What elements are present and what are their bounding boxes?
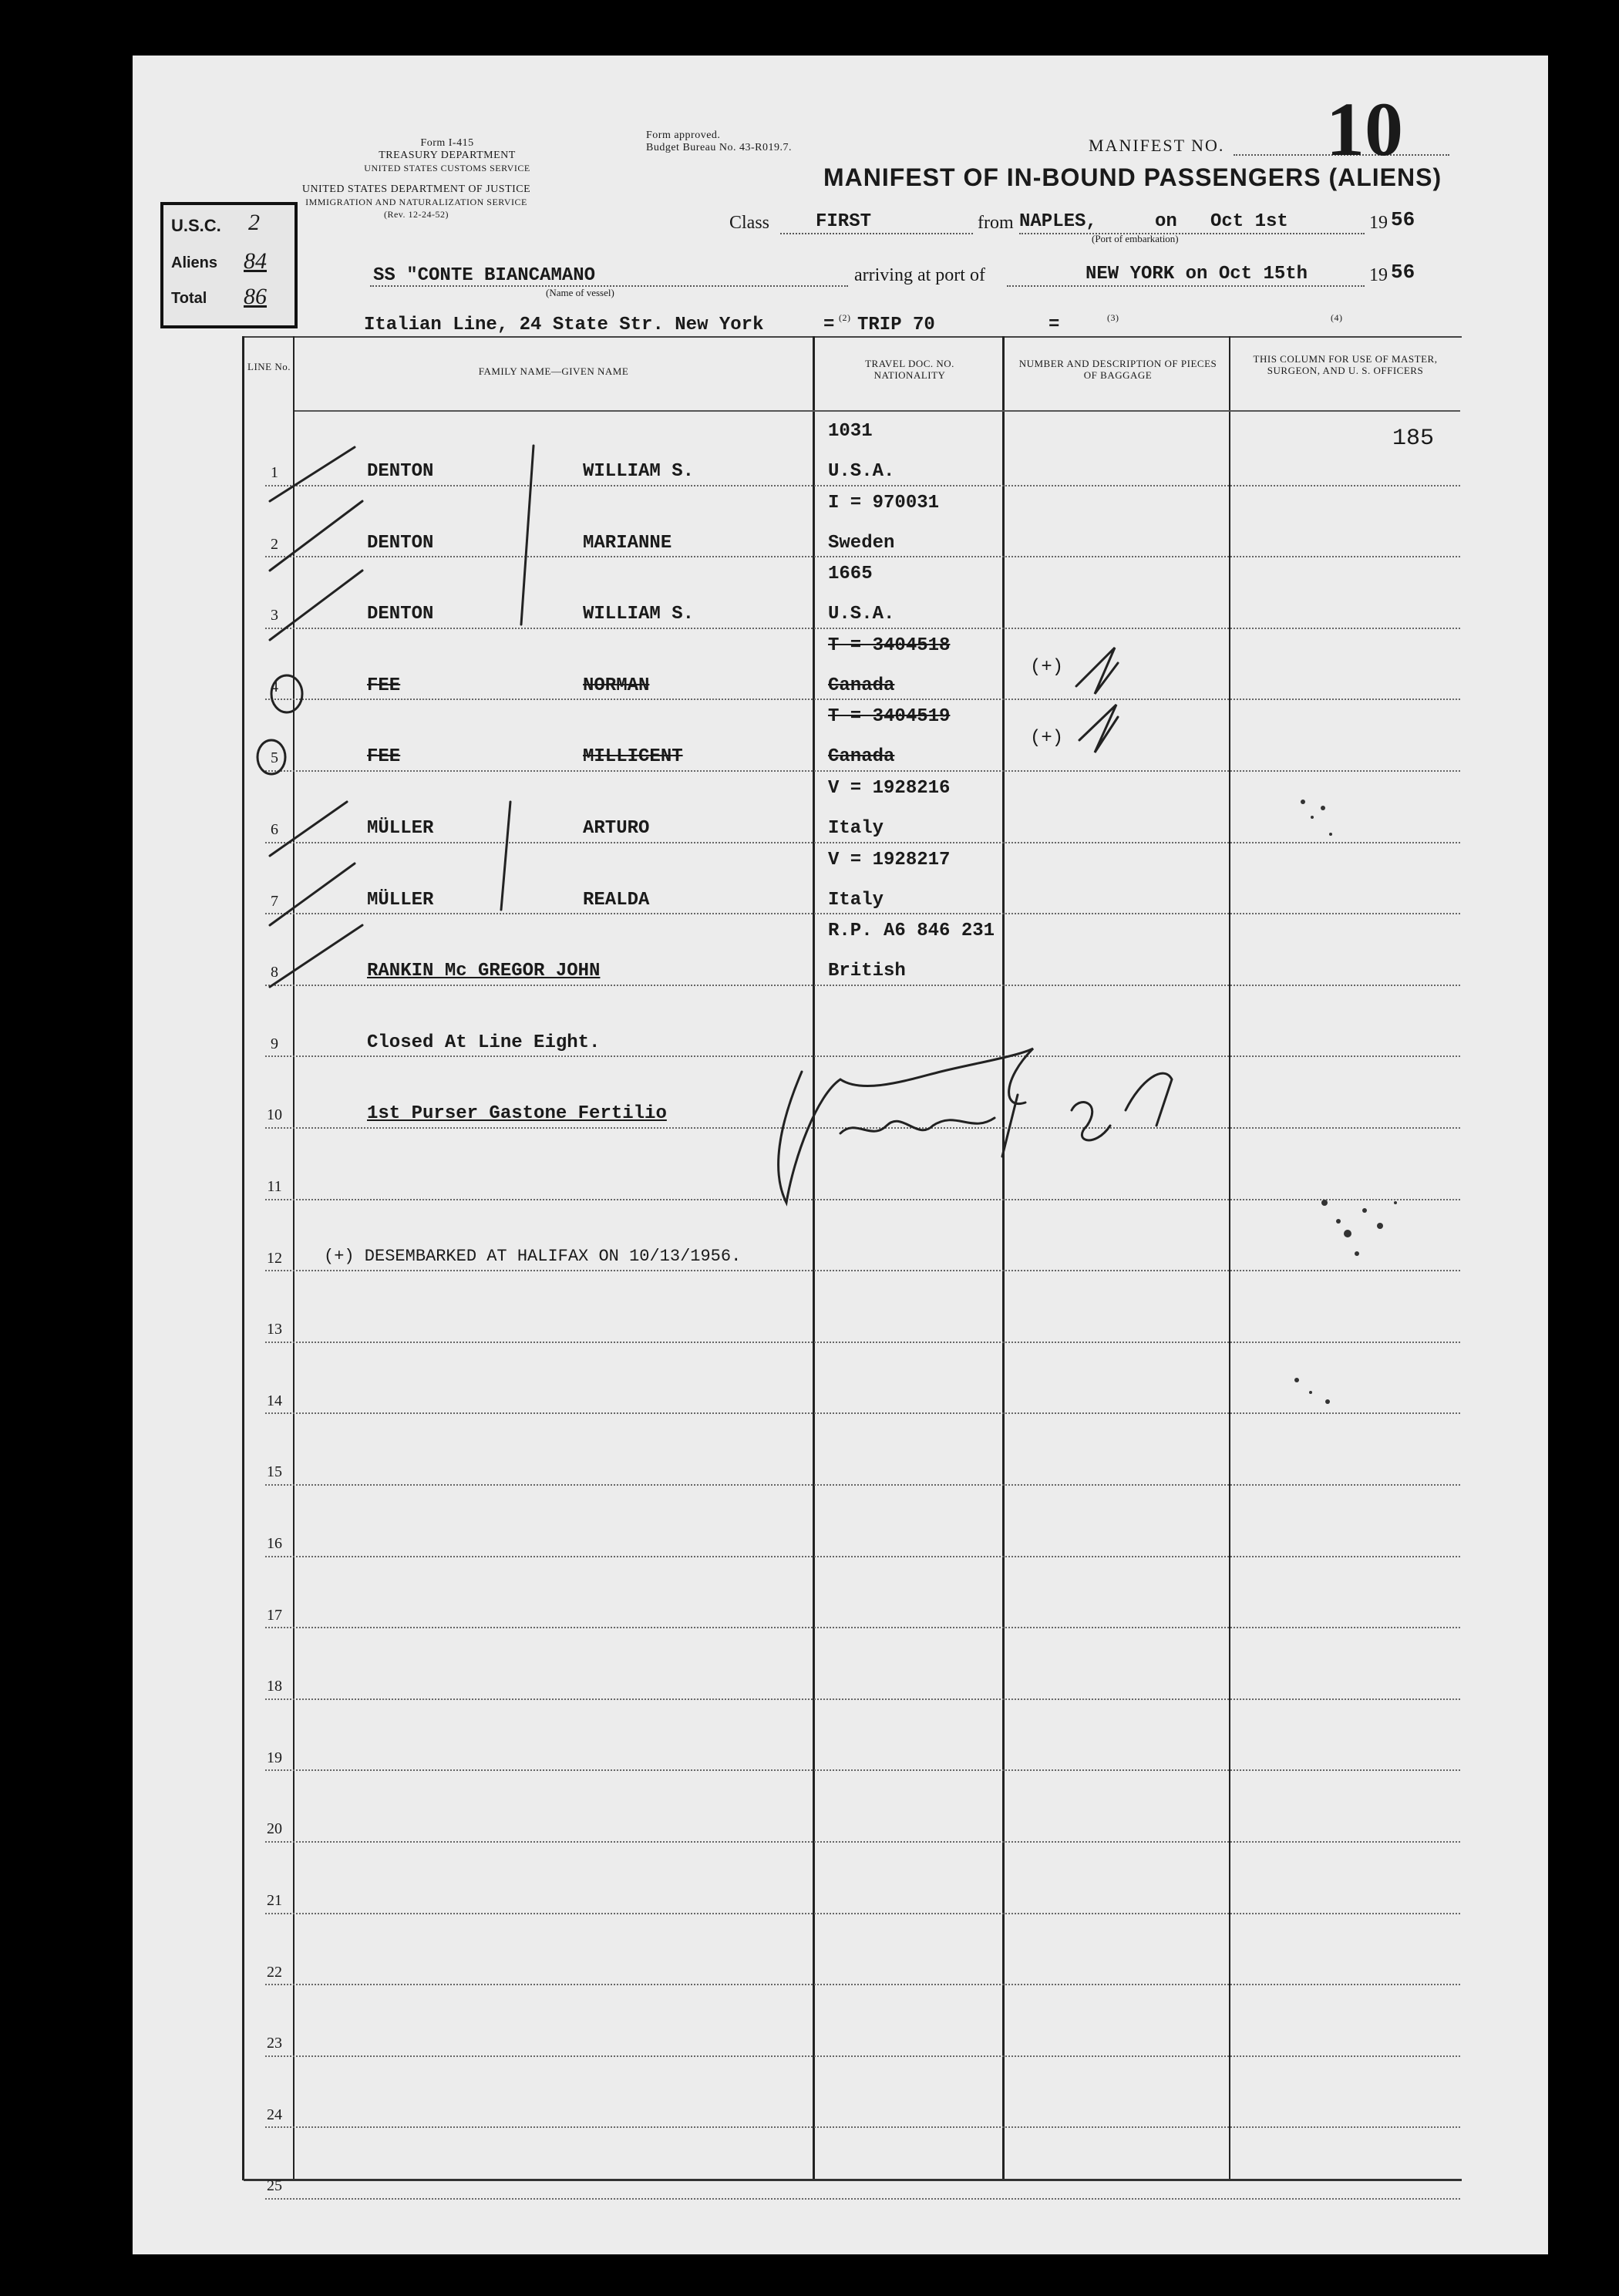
from-label: from <box>978 213 1014 233</box>
nationality: Canada <box>828 675 895 696</box>
header-name: FAMILY NAME—GIVEN NAME <box>478 365 629 377</box>
line-number: 10 <box>267 1106 282 1124</box>
from-port: NAPLES, <box>1019 211 1097 232</box>
disembarked-note: (+) DESEMBARKED AT HALIFAX ON 10/13/1956. <box>324 1246 742 1266</box>
year-prefix-1: 19 <box>1369 213 1388 233</box>
total-value: 86 <box>244 284 267 309</box>
class-value: FIRST <box>816 211 872 232</box>
family-name: FEE <box>367 746 401 768</box>
total-label: Total <box>171 290 207 307</box>
given-name: ARTURO <box>583 818 650 839</box>
vessel-name: SS "CONTE BIANCAMANO <box>373 265 596 286</box>
line-number: 15 <box>267 1463 282 1481</box>
manifest-label: MANIFEST NO. <box>1089 136 1225 155</box>
family-name: DENTON <box>367 532 434 554</box>
year-1: 56 <box>1391 208 1415 231</box>
form-number: Form I-415 <box>420 137 474 149</box>
footnote-2: (2) <box>839 312 851 323</box>
given-name: REALDA <box>583 889 650 911</box>
embark-caption: (Port of embarkation) <box>1092 233 1179 244</box>
family-name: MÜLLER <box>367 818 434 839</box>
header-officers: THIS COLUMN FOR USE OF MASTER, SURGEON, AND U. S. OFFICERS <box>1253 353 1438 376</box>
header-travel-doc: TRAVEL DOC. NO. NATIONALITY <box>865 358 954 381</box>
line-number: 7 <box>271 892 278 910</box>
line-number: 1 <box>271 464 278 481</box>
travel-doc-number: V = 1928216 <box>828 778 951 799</box>
dept-customs: UNITED STATES CUSTOMS SERVICE <box>364 163 530 173</box>
header-baggage: NUMBER AND DESCRIPTION OF PIECES OF BAGGAGE <box>1018 358 1217 381</box>
form-approved: Form approved. <box>646 130 721 141</box>
line-number: 18 <box>267 1678 282 1695</box>
line-number: 14 <box>267 1392 282 1409</box>
line-number: 11 <box>267 1178 282 1195</box>
nationality: Canada <box>828 746 895 768</box>
given-name: NORMAN <box>583 675 650 696</box>
line-number: 22 <box>267 1963 282 1981</box>
travel-doc-number: T = 3404518 <box>828 635 951 656</box>
line-number: 6 <box>271 821 278 838</box>
line-number: 20 <box>267 1820 282 1838</box>
line-number: 2 <box>271 535 278 553</box>
manifest-number: 10 <box>1326 86 1403 172</box>
officer-note: 185 <box>1392 426 1435 452</box>
nationality: British <box>828 961 906 982</box>
shipping-line: Italian Line, 24 State Str. New York <box>364 315 764 335</box>
dept-justice: UNITED STATES DEPARTMENT OF JUSTICE <box>301 183 531 195</box>
family-name: 1st Purser Gastone Fertilio <box>367 1103 667 1125</box>
usc-label: U.S.C. <box>171 216 221 235</box>
family-name: RANKIN Mc GREGOR JOHN <box>367 961 601 982</box>
dept-immigration: IMMIGRATION AND NATURALIZATION SERVICE <box>305 197 527 207</box>
on-label: on <box>1155 211 1177 232</box>
travel-doc-number: I = 970031 <box>828 492 940 513</box>
nationality: Sweden <box>828 532 895 554</box>
line-number: 3 <box>271 607 278 624</box>
given-name: MILLICENT <box>583 746 683 768</box>
vessel-caption: (Name of vessel) <box>546 287 614 298</box>
travel-doc-number: 1031 <box>828 421 873 442</box>
departure-date: Oct 1st <box>1210 211 1288 232</box>
family-name: FEE <box>367 675 401 696</box>
year-prefix-2: 19 <box>1369 265 1388 285</box>
usc-value: 2 <box>248 210 260 235</box>
line-number: 17 <box>267 1606 282 1624</box>
line-number: 25 <box>267 2177 282 2195</box>
family-name: DENTON <box>367 461 434 482</box>
baggage-mark: (+) <box>1030 728 1064 749</box>
header-line-no: LINE No. <box>247 361 291 372</box>
travel-doc-number: T = 3404519 <box>828 706 951 728</box>
line-number: 4 <box>271 678 278 695</box>
baggage-mark: (+) <box>1030 656 1064 678</box>
travel-doc-number: V = 1928217 <box>828 849 951 870</box>
family-name: DENTON <box>367 604 434 625</box>
line-number: 5 <box>271 749 278 767</box>
line-number: 16 <box>267 1535 282 1552</box>
nationality: U.S.A. <box>828 604 895 625</box>
budget-bureau: Budget Bureau No. 43-R019.7. <box>646 142 792 153</box>
trip-number: TRIP 70 <box>857 315 935 335</box>
line-number: 9 <box>271 1035 278 1052</box>
class-label: Class <box>729 213 770 233</box>
manifest-title: MANIFEST OF IN-BOUND PASSENGERS (ALIENS) <box>823 163 1442 191</box>
nationality: U.S.A. <box>828 461 895 482</box>
arrival-port-date: NEW YORK on Oct 15th <box>1086 264 1308 284</box>
footnote-4: (4) <box>1331 312 1343 323</box>
nationality: Italy <box>828 818 884 839</box>
nationality: Italy <box>828 889 884 911</box>
year-2: 56 <box>1391 261 1415 284</box>
line-number: 21 <box>267 1892 282 1909</box>
line-number: 24 <box>267 2106 282 2123</box>
given-name: MARIANNE <box>583 532 672 554</box>
aliens-value: 84 <box>244 248 267 274</box>
line-number: 19 <box>267 1749 282 1766</box>
line-number: 13 <box>267 1321 282 1338</box>
family-name: Closed At Line Eight. <box>367 1032 601 1053</box>
line-number: 23 <box>267 2035 282 2052</box>
travel-doc-number: R.P. A6 846 231 <box>828 921 995 942</box>
arriving-label: arriving at port of <box>854 265 985 285</box>
travel-doc-number: 1665 <box>828 564 873 585</box>
aliens-label: Aliens <box>171 254 218 271</box>
family-name: MÜLLER <box>367 889 434 911</box>
line-number: 8 <box>271 964 278 981</box>
form-revision: (Rev. 12-24-52) <box>383 209 449 220</box>
footnote-3: (3) <box>1107 312 1119 323</box>
line-number: 12 <box>267 1249 282 1267</box>
dept-treasury: TREASURY DEPARTMENT <box>379 150 516 161</box>
given-name: WILLIAM S. <box>583 461 695 482</box>
given-name: WILLIAM S. <box>583 604 695 625</box>
